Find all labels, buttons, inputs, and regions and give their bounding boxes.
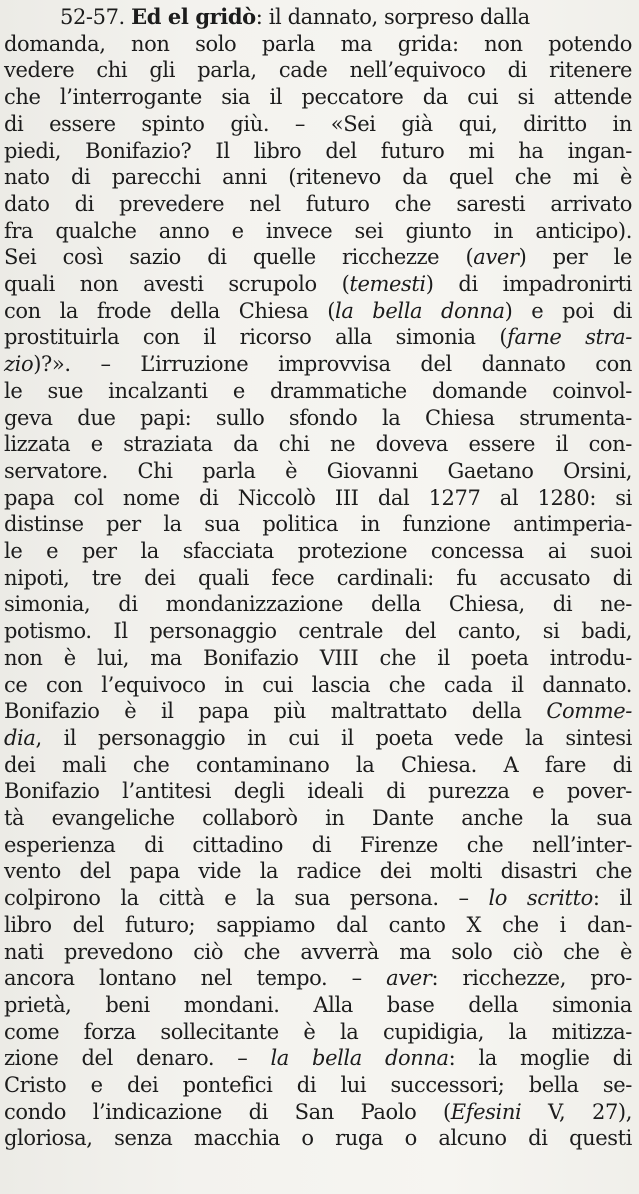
text-line: potismo. Il personaggio centrale del canto, si badi, xyxy=(4,619,632,644)
text-line: simonia, di mondanizzazione della Chiesa, di ne- xyxy=(4,592,632,617)
text-line: dia, il personaggio in cui il poeta vede la sintesi xyxy=(4,725,632,750)
text-line: dei mali che contaminano la Chiesa. A fare di xyxy=(4,752,632,777)
text-line: con la frode della Chiesa (la bella donna) e poi di xyxy=(4,298,633,323)
text-line: zione del denaro. – la bella donna: la moglie di xyxy=(4,1046,632,1071)
text-line: non è lui, ma Bonifazio VIII che il poeta introdu- xyxy=(4,645,632,670)
text-line: piedi, Bonifazio? Il libro del futuro mi ha ingan- xyxy=(4,138,632,163)
text-line: papa col nome di Niccolò III dal 1277 al 1280: si xyxy=(4,485,632,510)
text-line: domanda, non solo parla ma grida: non potendo xyxy=(4,31,632,56)
text-line: Cristo e dei pontefici di lui successori; bella se- xyxy=(4,1073,632,1097)
text-line: 52-57. Ed el gridò: il dannato, sorpreso dalla xyxy=(60,4,530,29)
text-line: Sei così sazio di quelle ricchezze (aver) per le xyxy=(4,245,632,270)
text-line: servatore. Chi parla è Giovanni Gaetano Orsini, xyxy=(4,458,632,483)
text-line: le e per la sfacciata protezione concessa ai suoi xyxy=(4,539,632,563)
text-line: di essere spinto giù. – «Sei già qui, diritto in xyxy=(4,111,632,136)
text-line: nati prevedono ciò che avverrà ma solo ciò che è xyxy=(4,939,632,964)
text-line: esperienza di cittadino di Firenze che nell’inter- xyxy=(4,832,632,857)
text-line: colpirono la città e la sua persona. – lo scritto: il xyxy=(4,886,632,911)
text-line: gloriosa, senza macchia o ruga o alcuno di questi xyxy=(4,1126,632,1151)
text-line: prietà, beni mondani. Alla base della simonia xyxy=(4,992,632,1017)
text-line: che l’interrogante sia il peccatore da cui si attende xyxy=(4,85,632,110)
text-line: nipoti, tre dei quali fece cardinali: fu accusato di xyxy=(4,565,632,590)
text-line: lizzata e straziata da chi ne doveva essere il con- xyxy=(4,432,632,457)
text-line: prostituirla con il ricorso alla simonia (farne stra- xyxy=(4,325,632,350)
text-line: vedere chi gli parla, cade nell’equivoco di ritenere xyxy=(4,58,632,83)
text-line: dato di prevedere nel futuro che saresti arrivato xyxy=(4,191,632,216)
text-line: tà evangeliche collaborò in Dante anche la sua xyxy=(4,806,632,830)
text-line: geva due papi: sullo sfondo la Chiesa strumenta- xyxy=(4,405,632,430)
text-line: Bonifazio l’antitesi degli ideali di purezza e pover- xyxy=(4,779,632,804)
text-line: ce con l’equivoco in cui lascia che cada il dannato. xyxy=(4,672,632,697)
text-line: Bonifazio è il papa più maltrattato della Comme- xyxy=(4,699,632,724)
text-line: vento del papa vide la radice dei molti disastri che xyxy=(4,859,632,884)
text-line: condo l’indicazione di San Paolo (Efesini V, 27), xyxy=(4,1099,632,1124)
text-line: come forza sollecitante è la cupidigia, la mitizza- xyxy=(4,1019,632,1044)
text-line: libro del futuro; sappiamo dal canto X che i dan- xyxy=(4,912,632,937)
text-line: le sue incalzanti e drammatiche domande coinvol- xyxy=(4,378,632,403)
text-line: fra qualche anno e invece sei giunto in anticipo). xyxy=(4,218,632,243)
text-line: ancora lontano nel tempo. – aver: ricchezze, pro- xyxy=(4,966,632,991)
text-line: nato di parecchi anni (ritenevo da quel che mi è xyxy=(4,165,632,190)
text-line: quali non avesti scrupolo (temesti) di impadronirti xyxy=(4,272,633,296)
text-line: distinse per la sua politica in funzione antimperia- xyxy=(4,512,632,537)
text-line: zio)?». – L’irruzione improvvisa del dannato con xyxy=(4,352,632,377)
